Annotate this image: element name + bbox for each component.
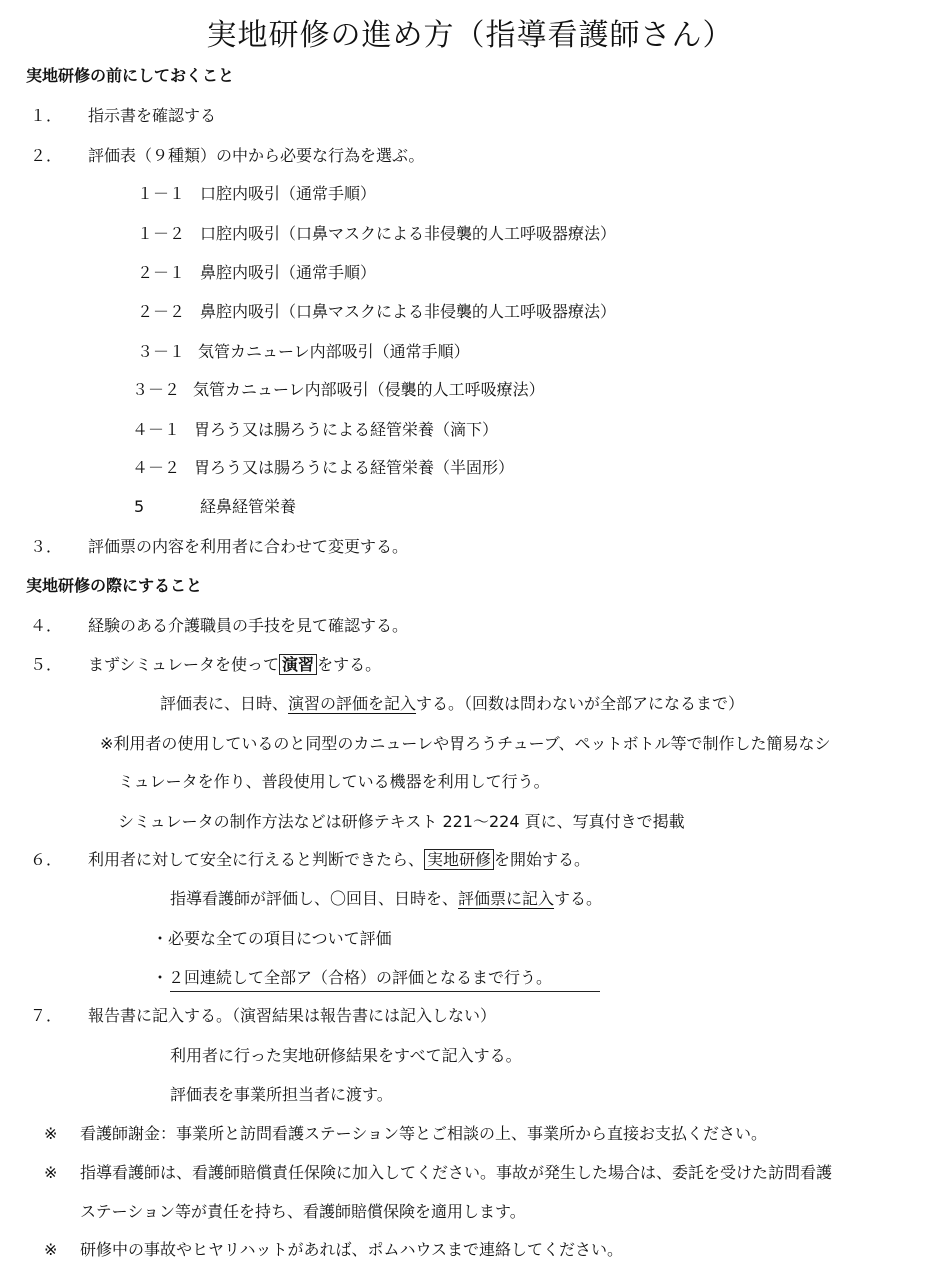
form-code: ３－１ [137,342,186,361]
boxed-term-practice: 演習 [279,654,317,675]
note-text: 看護師謝金：事業所と訪問看護ステーション等とご相談の上、事業所から直接お支払ください。 [80,1124,768,1143]
step-text-pre: まずシミュレータを使って [88,655,280,674]
step-7-detail-2: 評価表を事業所担当者に渡す。 [170,1085,393,1104]
form-code: ２－２ [137,302,186,321]
form-code: ３－２ [132,380,181,399]
note-text: 指導看護師は、看護師賠償責任保険に加入してください。事故が発生した場合は、委託を受けた訪問看護 [80,1163,833,1182]
form-code: ４－１ [132,420,181,439]
form-name: 鼻腔内吸引（口鼻マスクによる非侵襲的人工呼吸器療法） [200,302,617,321]
section-heading-during: 実地研修の際にすること [26,576,203,595]
detail-pre: 指導看護師が評価し、〇回目、日時を、 [170,889,459,908]
form-name: 気管カニューレ内部吸引（通常手順） [198,342,470,361]
form-name: 口腔内吸引（通常手順） [200,184,377,203]
step-text: 評価票の内容を利用者に合わせて変更する。 [88,537,409,556]
step-5-note-line-1: ※利用者の使用しているのと同型のカニューレや胃ろうチューブ、ペットボトル等で制作した簡易なシ [100,734,831,753]
step-number: １． [30,106,63,125]
step-5-note-line-2: ミュレータを作り、普段使用している機器を利用して行う。 [118,772,550,791]
step-number: ６． [30,850,63,869]
step-number: ３． [30,537,63,556]
underlined-phrase: 評価票に記入 [458,889,555,908]
step-5-detail [160,694,744,714]
underline-rule [170,991,600,992]
form-code: ４－２ [132,458,181,477]
note-2-line-2: ステーション等が責任を持ち、看護師賠償保険を適用します。 [80,1202,526,1221]
step-number: ２． [30,146,63,165]
note-mark: ※ [44,1240,58,1259]
form-name: 口腔内吸引（口鼻マスクによる非侵襲的人工呼吸器療法） [200,224,617,243]
detail-pre: 評価表に、日時、 [160,694,289,713]
step-text-pre: 利用者に対して安全に行えると判断できたら、 [88,850,425,869]
form-code: 5 [134,497,145,516]
boxed-term-practical-training: 実地研修 [424,849,494,870]
step-text: 評価表（９種類）の中から必要な行為を選ぶ。 [88,146,425,165]
step-6-bullet-1: ・必要な全ての項目について評価 [152,929,392,948]
bullet-mark: ・ [152,968,169,987]
step-text [88,850,590,870]
form-code: １－２ [137,224,186,243]
step-number: ５． [30,655,63,674]
detail-post: する。 [554,889,603,908]
step-number: ４． [30,616,63,635]
page-title: 実地研修の進め方（指導看護師さん） [206,18,734,53]
form-code: ２－１ [137,263,186,282]
step-text: 経験のある介護職員の手技を見て確認する。 [88,616,409,635]
form-name: 経鼻経管栄養 [200,497,297,516]
detail-post: する。（回数は問わないが全部アになるまで） [416,694,745,713]
step-text: 指示書を確認する [88,106,217,125]
note-text: 研修中の事故やヒヤリハットがあれば、ポムハウスまで連絡してください。 [80,1240,624,1259]
step-7-detail-1: 利用者に行った実地研修結果をすべて記入する。 [170,1046,522,1065]
step-5-note-line-3: シミュレータの制作方法などは研修テキスト 221～224 頁に、写真付きで掲載 [118,812,685,831]
note-mark: ※ [44,1163,58,1182]
bullet-text: ２回連続して全部ア（合格）の評価となるまで行う。 [168,968,553,987]
note-mark: ※ [44,1124,58,1143]
form-name: 気管カニューレ内部吸引（侵襲的人工呼吸療法） [193,380,545,399]
step-text-post: をする。 [317,655,382,674]
step-6-bullet-2 [152,968,552,988]
step-number: ７． [30,1006,63,1025]
step-text: 報告書に記入する。（演習結果は報告書には記入しない） [88,1006,497,1025]
form-name: 鼻腔内吸引（通常手順） [200,263,377,282]
underlined-phrase: 演習の評価を記入 [288,694,417,713]
form-name: 胃ろう又は腸ろうによる経管栄養（滴下） [194,420,499,439]
step-6-detail [170,889,602,909]
form-code: １－１ [137,184,186,203]
section-heading-before: 実地研修の前にしておくこと [26,66,235,85]
step-text-post: を開始する。 [494,850,591,869]
form-name: 胃ろう又は腸ろうによる経管栄養（半固形） [194,458,515,477]
step-text [88,655,381,675]
